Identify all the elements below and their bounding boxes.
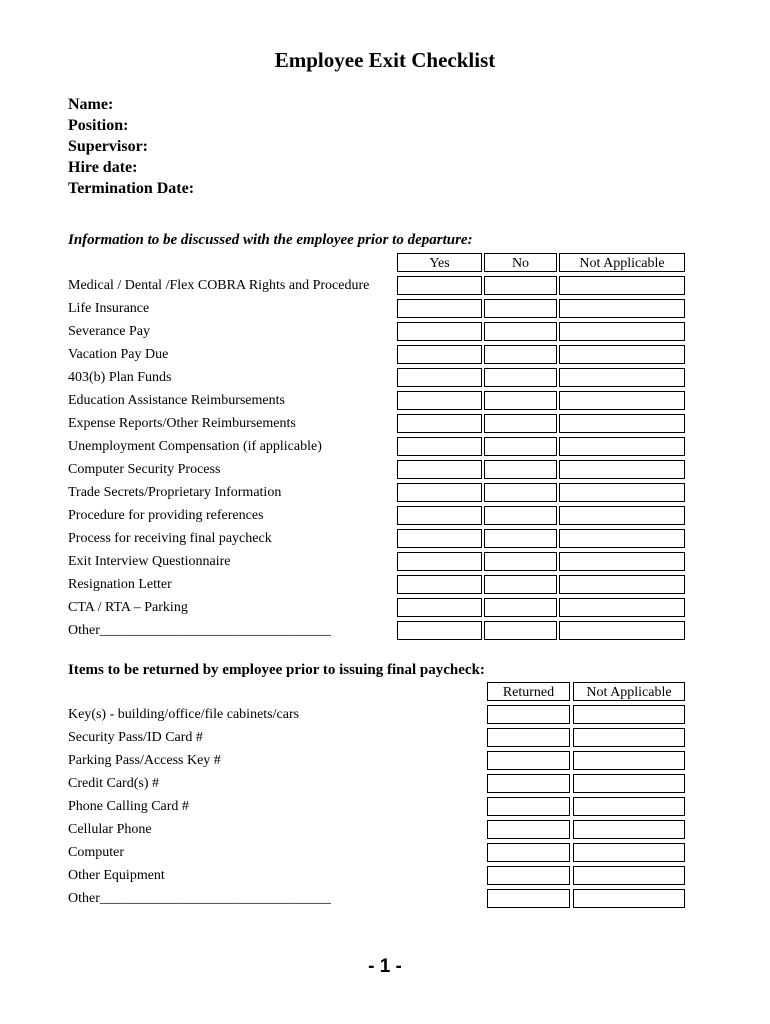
return-item-label: Credit Card(s) #: [68, 776, 159, 791]
document-title: Employee Exit Checklist: [274, 48, 496, 72]
checkbox-not-applicable[interactable]: [559, 483, 685, 502]
checkbox-not-applicable[interactable]: [559, 460, 685, 479]
checkbox-not-applicable[interactable]: [559, 506, 685, 525]
checkbox-no[interactable]: [484, 598, 557, 617]
checkbox-not-applicable[interactable]: [559, 414, 685, 433]
name-field-label: Name:: [68, 96, 114, 113]
checkbox-yes[interactable]: [397, 299, 482, 318]
checkbox-no[interactable]: [484, 345, 557, 364]
checkbox-returned[interactable]: [487, 751, 570, 770]
checkbox-not-applicable[interactable]: [573, 889, 685, 908]
checkbox-not-applicable[interactable]: [559, 621, 685, 640]
return-item-label: Computer: [68, 845, 124, 860]
checkbox-yes[interactable]: [397, 506, 482, 525]
checkbox-yes[interactable]: [397, 598, 482, 617]
checklist-item-label: Process for receiving final paycheck: [68, 531, 272, 546]
checkbox-returned[interactable]: [487, 705, 570, 724]
checkbox-yes[interactable]: [397, 276, 482, 295]
checkbox-not-applicable[interactable]: [573, 843, 685, 862]
return-item-label: Security Pass/ID Card #: [68, 730, 203, 745]
checkbox-not-applicable[interactable]: [573, 797, 685, 816]
checkbox-no[interactable]: [484, 552, 557, 571]
checkbox-not-applicable[interactable]: [559, 437, 685, 456]
column-header-not-applicable-2: Not Applicable: [573, 682, 685, 701]
checkbox-returned[interactable]: [487, 843, 570, 862]
checkbox-yes[interactable]: [397, 621, 482, 640]
checkbox-not-applicable[interactable]: [573, 820, 685, 839]
checklist-item-label: Education Assistance Reimbursements: [68, 393, 285, 408]
checklist-item-label: 403(b) Plan Funds: [68, 370, 172, 385]
checkbox-yes[interactable]: [397, 437, 482, 456]
return-item-label: Cellular Phone: [68, 822, 152, 837]
checkbox-yes[interactable]: [397, 414, 482, 433]
position-field-label: Position:: [68, 117, 129, 134]
checkbox-no[interactable]: [484, 575, 557, 594]
column-header-returned: Returned: [487, 682, 570, 701]
checkbox-yes[interactable]: [397, 529, 482, 548]
checkbox-yes[interactable]: [397, 345, 482, 364]
checklist-item-label: Resignation Letter: [68, 577, 172, 592]
checkbox-no[interactable]: [484, 460, 557, 479]
checkbox-not-applicable[interactable]: [559, 299, 685, 318]
checkbox-not-applicable[interactable]: [559, 322, 685, 341]
checkbox-returned[interactable]: [487, 728, 570, 747]
checkbox-not-applicable[interactable]: [573, 728, 685, 747]
checkbox-no[interactable]: [484, 391, 557, 410]
checkbox-not-applicable[interactable]: [573, 705, 685, 724]
checkbox-not-applicable[interactable]: [559, 276, 685, 295]
checkbox-yes[interactable]: [397, 552, 482, 571]
checkbox-yes[interactable]: [397, 460, 482, 479]
hire-date-field-label: Hire date:: [68, 159, 138, 176]
checklist-item-label: Unemployment Compensation (if applicable): [68, 439, 322, 454]
checkbox-not-applicable[interactable]: [559, 345, 685, 364]
checkbox-no[interactable]: [484, 322, 557, 341]
checkbox-not-applicable[interactable]: [559, 529, 685, 548]
checkbox-no[interactable]: [484, 437, 557, 456]
section-heading-discussion: Information to be discussed with the employee prior to departure:: [68, 232, 473, 248]
checkbox-no[interactable]: [484, 414, 557, 433]
checkbox-returned[interactable]: [487, 889, 570, 908]
return-item-label: Parking Pass/Access Key #: [68, 753, 221, 768]
checklist-item-label: Exit Interview Questionnaire: [68, 554, 231, 569]
checkbox-not-applicable[interactable]: [559, 391, 685, 410]
checkbox-returned[interactable]: [487, 820, 570, 839]
column-header-not-applicable: Not Applicable: [559, 253, 685, 272]
checkbox-no[interactable]: [484, 483, 557, 502]
return-item-label: Phone Calling Card #: [68, 799, 189, 814]
checkbox-yes[interactable]: [397, 575, 482, 594]
supervisor-field-label: Supervisor:: [68, 138, 148, 155]
column-header-no: No: [484, 253, 557, 272]
checkbox-no[interactable]: [484, 276, 557, 295]
checkbox-yes[interactable]: [397, 368, 482, 387]
checklist-item-label: Other_________________________________: [68, 623, 331, 638]
checkbox-yes[interactable]: [397, 391, 482, 410]
checkbox-returned[interactable]: [487, 797, 570, 816]
checkbox-no[interactable]: [484, 621, 557, 640]
checklist-item-label: Life Insurance: [68, 301, 150, 316]
checklist-item-label: Severance Pay: [68, 324, 151, 339]
return-item-label: Other_________________________________: [68, 891, 331, 906]
checkbox-not-applicable[interactable]: [559, 598, 685, 617]
checklist-item-label: Medical / Dental /Flex COBRA Rights and Procedure: [68, 278, 370, 293]
column-header-yes: Yes: [397, 253, 482, 272]
checkbox-not-applicable[interactable]: [573, 751, 685, 770]
checkbox-not-applicable[interactable]: [573, 866, 685, 885]
section-heading-returned-items: Items to be returned by employee prior to issuing final paycheck:: [68, 662, 485, 678]
checklist-item-label: Trade Secrets/Proprietary Information: [68, 485, 282, 500]
page-number: - 1 -: [368, 956, 402, 977]
checklist-item-label: Expense Reports/Other Reimbursements: [68, 416, 296, 431]
checkbox-not-applicable[interactable]: [573, 774, 685, 793]
checkbox-not-applicable[interactable]: [559, 368, 685, 387]
return-item-label: Key(s) - building/office/file cabinets/cars: [68, 707, 300, 722]
termination-date-field-label: Termination Date:: [68, 180, 195, 197]
checkbox-no[interactable]: [484, 529, 557, 548]
checkbox-no[interactable]: [484, 368, 557, 387]
checklist-item-label: Vacation Pay Due: [68, 347, 169, 362]
checkbox-yes[interactable]: [397, 322, 482, 341]
checklist-item-label: Procedure for providing references: [68, 508, 264, 523]
checkbox-returned[interactable]: [487, 866, 570, 885]
checklist-item-label: CTA / RTA – Parking: [68, 600, 188, 615]
return-item-label: Other Equipment: [68, 868, 165, 883]
checkbox-yes[interactable]: [397, 483, 482, 502]
checklist-item-label: Computer Security Process: [68, 462, 221, 477]
checkbox-no[interactable]: [484, 506, 557, 525]
checkbox-no[interactable]: [484, 299, 557, 318]
checkbox-not-applicable[interactable]: [559, 552, 685, 571]
checkbox-not-applicable[interactable]: [559, 575, 685, 594]
checkbox-returned[interactable]: [487, 774, 570, 793]
